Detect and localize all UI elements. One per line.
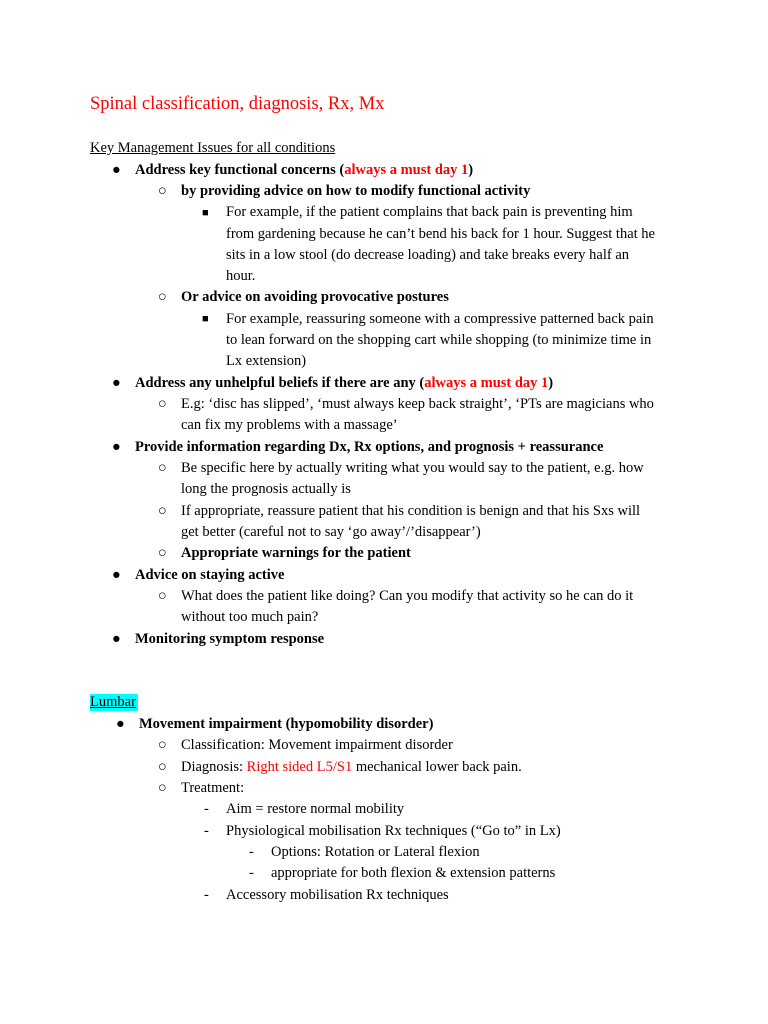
section-heading-key-management: Key Management Issues for all conditions — [90, 140, 336, 156]
bullet-marker: ● — [116, 716, 125, 732]
sub-item-provocative-postures: Or advice on avoiding provocative postures — [181, 289, 449, 305]
bullet-marker: ● — [112, 375, 121, 391]
sub-item-line: E.g: ‘disc has slipped’, ‘must always keep back straight’, ‘PTs are magicians who — [181, 396, 654, 412]
sub-item-modify-activity: by providing advice on how to modify functional activity — [181, 183, 531, 199]
dash-marker: - — [204, 887, 209, 903]
document-title: Spinal classification, diagnosis, Rx, Mx — [90, 94, 385, 114]
classification-line: Classification: Movement impairment disorder — [181, 737, 453, 753]
bullet-provide-information: Provide information regarding Dx, Rx options, and prognosis + reassurance — [135, 439, 604, 455]
bullet-text: Address key functional concerns ( — [135, 162, 345, 178]
sub-item-line: without too much pain? — [181, 609, 319, 625]
bullet-close: ) — [468, 162, 474, 178]
bullet-movement-impairment: Movement impairment (hypomobility disorder) — [139, 716, 434, 732]
bullet-marker: ● — [112, 439, 121, 455]
sub-item-line: Be specific here by actually writing what you would say to the patient, e.g. how — [181, 460, 644, 476]
treatment-line: Treatment: — [181, 780, 245, 796]
circle-marker: ○ — [158, 780, 167, 796]
circle-marker: ○ — [158, 289, 167, 305]
sub-item-warnings: Appropriate warnings for the patient — [181, 545, 411, 561]
treatment-options: Options: Rotation or Lateral flexion — [271, 844, 480, 860]
sub-item-line: can fix my problems with a massage’ — [181, 417, 398, 433]
bullet-unhelpful-beliefs: Address any unhelpful beliefs if there are any (always a must day 1) — [135, 375, 554, 391]
sub-sub-item-line: For example, reassuring someone with a compressive patterned back pain — [226, 311, 654, 327]
dash-marker: - — [204, 823, 209, 839]
bullet-monitoring: Monitoring symptom response — [135, 631, 325, 647]
treatment-appropriate: appropriate for both flexion & extension patterns — [271, 865, 556, 881]
circle-marker: ○ — [158, 183, 167, 199]
sub-item-line: get better (careful not to say ‘go away’/’disappear’) — [181, 524, 481, 540]
circle-marker: ○ — [158, 545, 167, 561]
diagnosis-emphasis: Right sided L5/S1 — [246, 759, 353, 775]
circle-marker: ○ — [158, 503, 167, 519]
square-marker: ■ — [202, 207, 209, 219]
sub-sub-item-line: Lx extension) — [226, 353, 307, 369]
sub-sub-item-line: from gardening because he can’t bend his back for 1 hour. Suggest that he — [226, 226, 655, 242]
dash-marker: - — [204, 801, 209, 817]
square-marker: ■ — [202, 313, 209, 325]
bullet-marker: ● — [112, 567, 121, 583]
bullet-marker: ● — [112, 631, 121, 647]
treatment-aim: Aim = restore normal mobility — [226, 801, 405, 817]
circle-marker: ○ — [158, 396, 167, 412]
circle-marker: ○ — [158, 759, 167, 775]
dash-marker: - — [249, 865, 254, 881]
section-heading-lumbar: Lumbar — [90, 694, 136, 710]
sub-item-line: If appropriate, reassure patient that his condition is benign and that his Sxs will — [181, 503, 641, 519]
treatment-physiological: Physiological mobilisation Rx techniques (“Go to” in Lx) — [226, 823, 561, 839]
emphasis-red: always a must day 1 — [424, 375, 549, 391]
sub-sub-item-line: For example, if the patient complains that back pain is preventing him — [226, 204, 633, 220]
emphasis-red: always a must day 1 — [344, 162, 469, 178]
bullet-address-functional — [135, 160, 473, 181]
diagnosis-line: Diagnosis: Right sided L5/S1 mechanical lower back pain. — [181, 759, 522, 775]
dash-marker: - — [249, 844, 254, 860]
treatment-accessory: Accessory mobilisation Rx techniques — [226, 887, 449, 903]
circle-marker: ○ — [158, 460, 167, 476]
sub-sub-item-line: sits in a low stool (do decrease loading) and take breaks every half an — [226, 247, 630, 263]
circle-marker: ○ — [158, 588, 167, 604]
sub-item-line: What does the patient like doing? Can you modify that activity so he can do it — [181, 588, 634, 604]
bullet-staying-active: Advice on staying active — [135, 567, 285, 583]
bullet-marker: ● — [112, 162, 121, 178]
circle-marker: ○ — [158, 737, 167, 753]
sub-sub-item-line: hour. — [226, 268, 256, 284]
sub-item-line: long the prognosis actually is — [181, 481, 351, 497]
sub-sub-item-line: to lean forward on the shopping cart while shopping (to minimize time in — [226, 332, 652, 348]
